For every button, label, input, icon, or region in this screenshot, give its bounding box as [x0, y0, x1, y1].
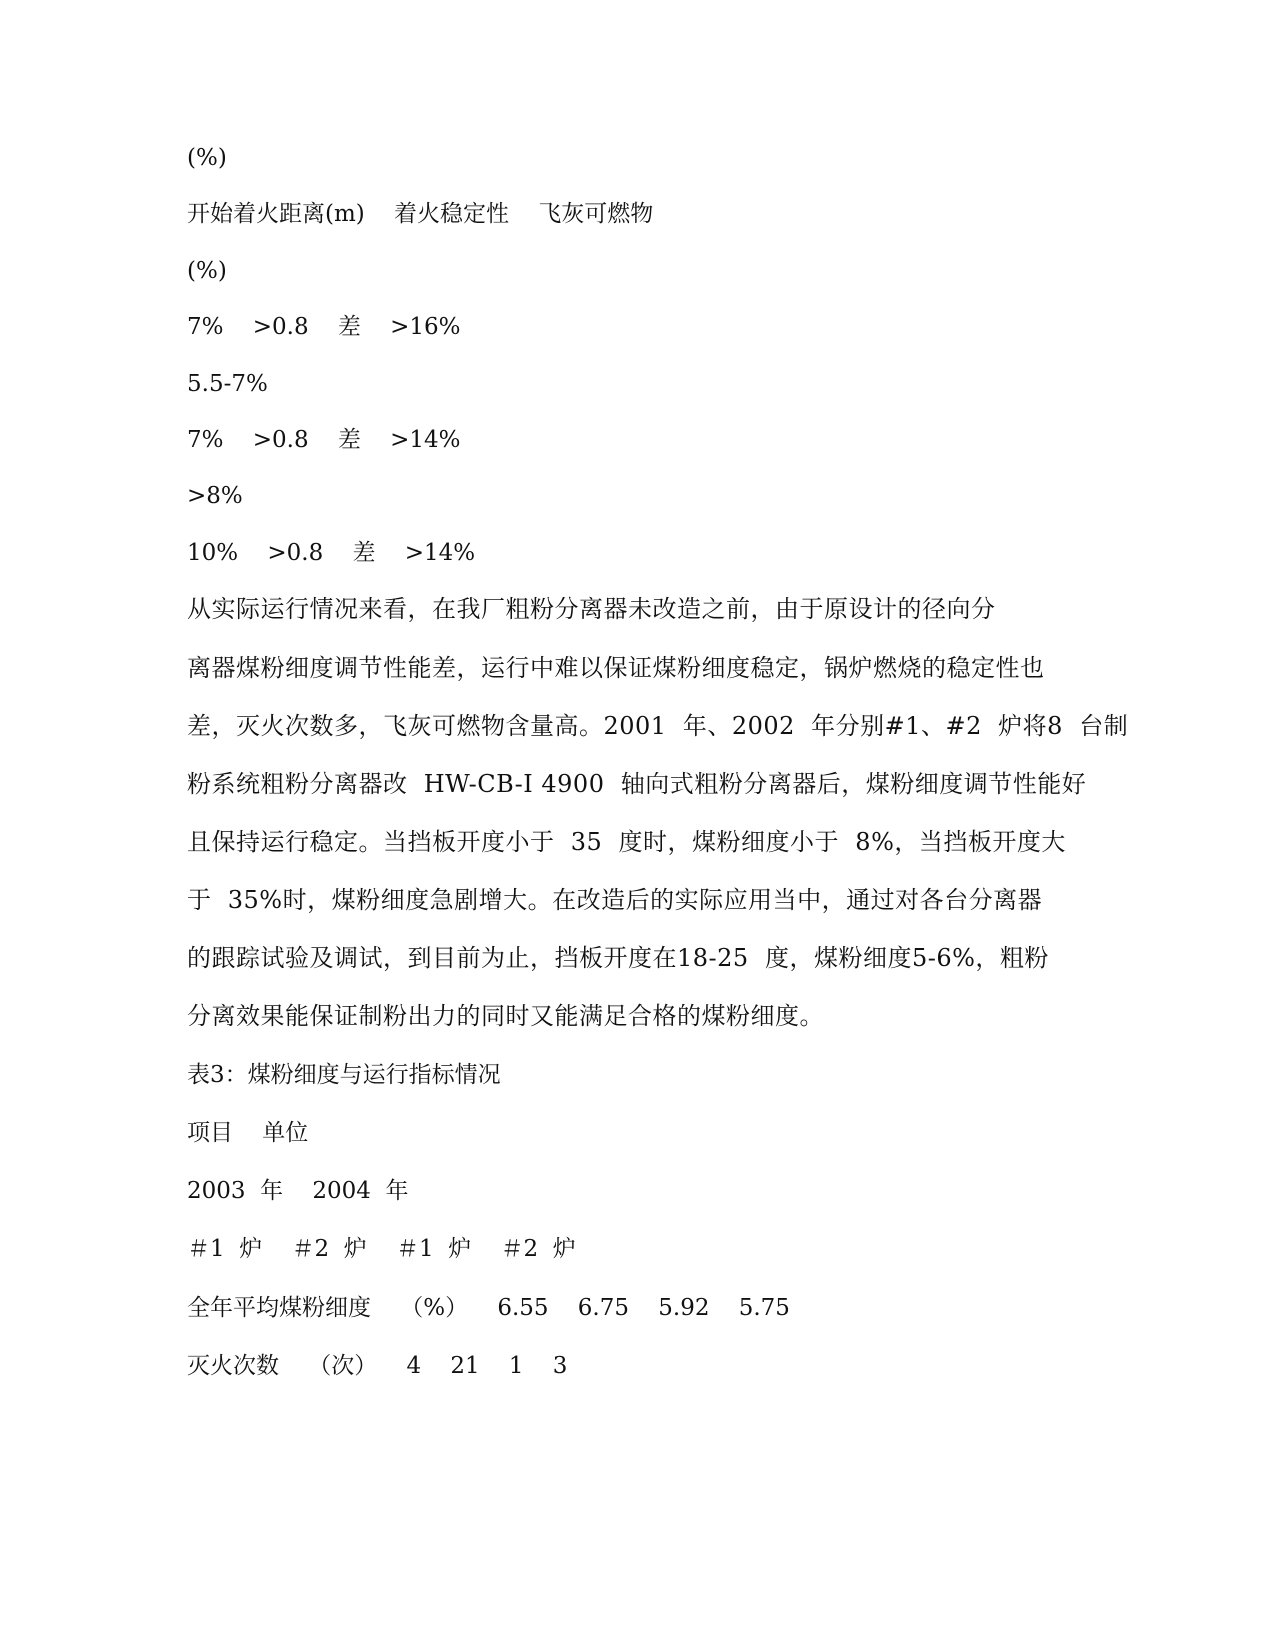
paragraph-line: 且保持运行稳定。当挡板开度小于 35 度时，煤粉细度小于 8%，当挡板开度大	[187, 828, 1066, 856]
paragraph-line: 离器煤粉细度调节性能差，运行中难以保证煤粉细度稳定，锅炉燃烧的稳定性也	[187, 654, 1045, 682]
table-header: 2003 年 2004 年	[187, 1178, 409, 1204]
table-row: 全年平均煤粉细度 （%） 6.55 6.75 5.92 5.75	[187, 1295, 790, 1321]
paragraph-line: 差，灭火次数多，飞灰可燃物含量高。2001 年、2002 年分别#1、#2 炉将8 台制	[187, 712, 1129, 740]
paragraph-line: 分离效果能保证制粉出力的同时又能满足合格的煤粉细度。	[187, 1002, 824, 1030]
paragraph-line: 于 35%时，煤粉细度急剧增大。在改造后的实际应用当中，通过对各台分离器	[187, 886, 1043, 914]
text-line: 7% >0.8 差 >16%	[187, 314, 461, 340]
table-header: 项目 单位	[187, 1120, 309, 1146]
text-line: 5.5-7%	[187, 371, 268, 397]
text-line: >8%	[187, 483, 243, 509]
text-line: 开始着火距离(m) 着火稳定性 飞灰可燃物	[187, 201, 654, 227]
table-header: ＃1 炉 ＃2 炉 ＃1 炉 ＃2 炉	[187, 1236, 576, 1262]
text-line: 10% >0.8 差 >14%	[187, 540, 476, 566]
paragraph-line: 的跟踪试验及调试，到目前为止，挡板开度在18-25 度，煤粉细度5-6%，粗粉	[187, 944, 1049, 972]
text-line: (%)	[187, 258, 227, 284]
text-line: (%)	[187, 145, 227, 171]
paragraph-line: 粉系统粗粉分离器改 HW-CB-I 4900 轴向式粗粉分离器后，煤粉细度调节性能好	[187, 770, 1087, 798]
table-row: 灭火次数 （次） 4 21 1 3	[187, 1353, 568, 1379]
paragraph-line: 从实际运行情况来看，在我厂粗粉分离器未改造之前，由于原设计的径向分	[187, 595, 996, 623]
table-caption: 表3：煤粉细度与运行指标情况	[187, 1062, 501, 1088]
text-line: 7% >0.8 差 >14%	[187, 427, 461, 453]
